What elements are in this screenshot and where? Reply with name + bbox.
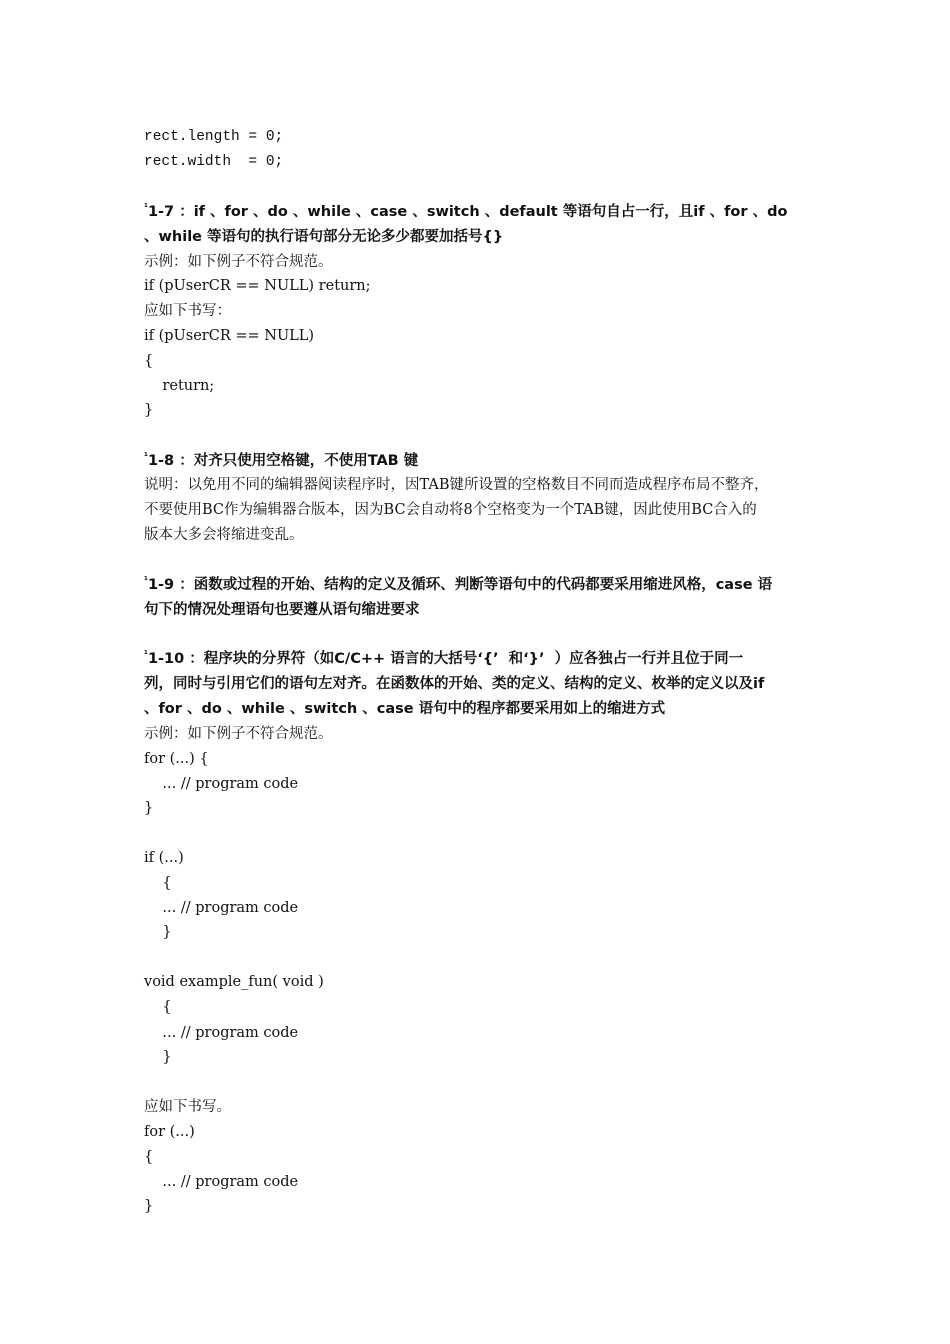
code-line: rect.length = 0; bbox=[144, 129, 284, 145]
code-line: } bbox=[144, 800, 154, 816]
rule-marker: ¹ bbox=[144, 576, 148, 586]
rule-1-7-title-cont: 、while 等语句的执行语句部分无论多少都要加括号{} bbox=[144, 229, 504, 245]
code-line: } bbox=[144, 402, 154, 418]
rule-1-8-title bbox=[144, 449, 418, 473]
code-line: ... // program code bbox=[144, 776, 299, 792]
code-line: { bbox=[144, 999, 172, 1015]
code-line: } bbox=[144, 1198, 154, 1214]
code-line: { bbox=[144, 353, 154, 369]
code-line: if (pUserCR == NULL) return; bbox=[144, 278, 371, 294]
code-line: rect.width = 0; bbox=[144, 154, 284, 170]
rule-marker: ¹ bbox=[144, 650, 148, 660]
rule-1-10-title-cont: 列，同时与引用它们的语句左对齐。在函数体的开始、类的定义、结构的定义、枚举的定义以及if bbox=[144, 676, 765, 692]
rule-description: 不要使用BC作为编辑器合版本，因为BC会自动将8个空格变为一个TAB键，因此使用BC合入的 bbox=[144, 502, 757, 518]
rule-1-10-title-cont: 、for 、do 、while 、switch 、case 语句中的程序都要采用如上的缩进方式 bbox=[144, 701, 666, 717]
code-line: return; bbox=[144, 378, 215, 394]
code-line: if (pUserCR == NULL) bbox=[144, 328, 315, 344]
code-line: ... // program code bbox=[144, 900, 299, 916]
code-line: } bbox=[144, 1049, 172, 1065]
rule-title-text: 1-10 ：程序块的分界符（如C/C++ 语言的大括号‘{’ 和‘}’ ）应各独占一行并且位于同一 bbox=[147, 651, 744, 667]
example-label: 示例：如下例子不符合规范。 bbox=[144, 726, 333, 742]
rule-1-7-title bbox=[144, 200, 787, 224]
code-line: } bbox=[144, 924, 172, 940]
rule-marker: ¹ bbox=[144, 452, 148, 462]
good-label: 应如下书写。 bbox=[144, 1099, 231, 1115]
rule-description: 版本大多会将缩进变乱。 bbox=[144, 527, 304, 543]
code-line: ... // program code bbox=[144, 1025, 299, 1041]
example-label: 示例：如下例子不符合规范。 bbox=[144, 254, 333, 270]
code-line: if (...) bbox=[144, 850, 184, 866]
code-line: ... // program code bbox=[144, 1174, 299, 1190]
rule-marker: ¹ bbox=[144, 203, 148, 213]
good-label: 应如下书写： bbox=[144, 303, 231, 319]
rule-1-9-title-cont: 句下的情况处理语句也要遵从语句缩进要求 bbox=[144, 602, 420, 618]
code-line: void example_fun( void ) bbox=[144, 974, 324, 990]
code-line: for (...) bbox=[144, 1124, 195, 1140]
rule-title-text: 1-9 ：函数或过程的开始、结构的定义及循环、判断等语句中的代码都要采用缩进风格，case 语 bbox=[147, 577, 773, 593]
code-line: { bbox=[144, 1149, 154, 1165]
code-line: { bbox=[144, 875, 172, 891]
code-line: for (...) { bbox=[144, 751, 209, 767]
rule-1-9-title bbox=[144, 573, 772, 597]
rule-description: 说明：以免用不同的编辑器阅读程序时，因TAB键所设置的空格数目不同而造成程序布局不整齐， bbox=[144, 477, 769, 493]
rule-title-text: 1-8 ：对齐只使用空格键，不使用TAB 键 bbox=[147, 453, 419, 469]
rule-title-text: 1-7 ：if 、for 、do 、while 、case 、switch 、default 等语句自占一行，且if 、for 、do bbox=[147, 204, 788, 220]
rule-1-10-title bbox=[144, 647, 743, 671]
